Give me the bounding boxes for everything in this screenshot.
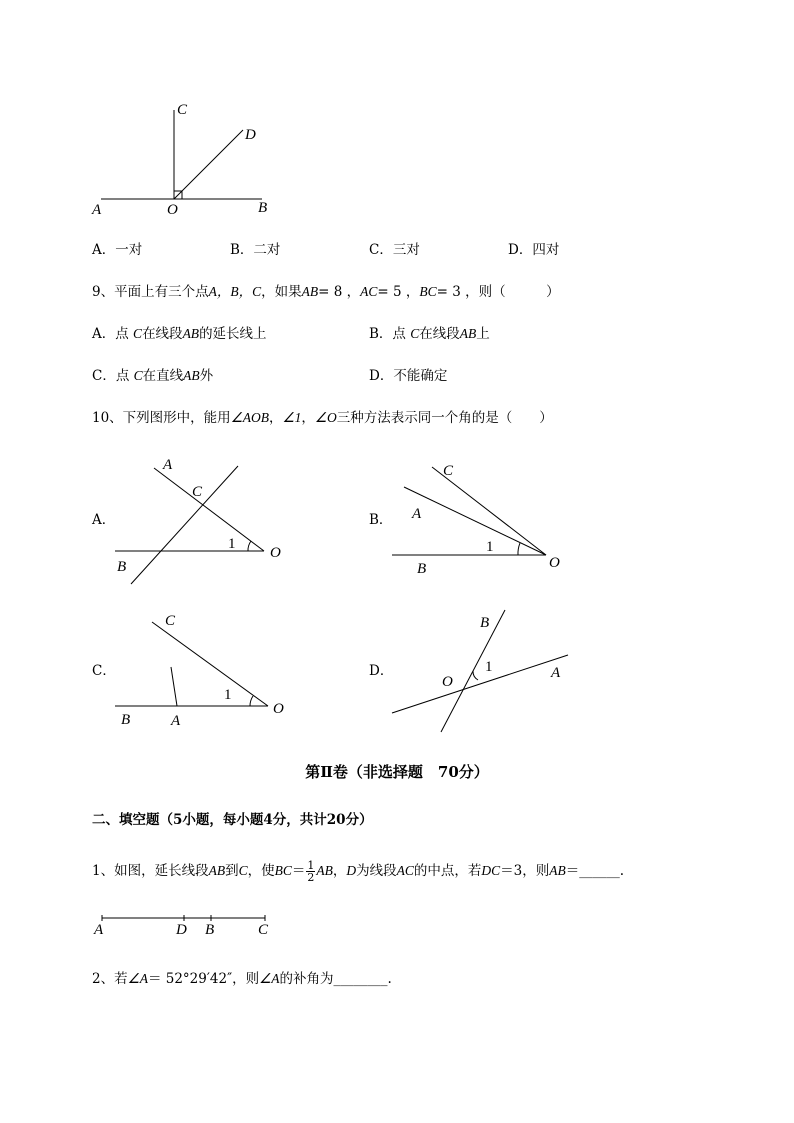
label-o: O: [167, 202, 178, 218]
q9-stem: 9、平面上有三个点A，B，C，如果AB= 8 ，AC= 5 ，BC= 3 ，则（ ）: [92, 284, 560, 300]
q10-stem: 10、下列图形中，能用∠AOB，∠1，∠O三种方法表示同一个角的是（ ）: [92, 410, 553, 426]
fig-a-label-1: 1: [228, 536, 236, 552]
fig-b-label-b: B: [417, 561, 427, 577]
fig-a-label-o: O: [270, 545, 281, 561]
point-label-d: D: [176, 922, 187, 938]
fig-c-label-1: 1: [224, 687, 232, 703]
q9-option-c: C．点 C在直线AB外: [92, 368, 214, 384]
fig-c-label-c: C: [165, 613, 176, 629]
q10-option-b-label: B．: [369, 512, 393, 528]
point-label-c: C: [258, 922, 269, 938]
section2-title: 二、填空题（5小题，每小题4分，共计20分）: [92, 812, 373, 828]
fig-d-label-b: B: [480, 615, 490, 631]
fig-c-label-a: A: [171, 713, 181, 729]
label-d: D: [245, 127, 256, 143]
fig-b-label-1: 1: [486, 539, 494, 555]
fig-c-label-o: O: [273, 701, 284, 717]
fig-b-label-a: A: [412, 506, 422, 522]
fig-d-label-a: A: [551, 665, 561, 681]
q10-option-d-label: D．: [369, 663, 394, 679]
fill2-stem: 2、若∠A＝ 52°29′42″，则∠A的补角为________.: [92, 971, 392, 987]
fig-a-label-c: C: [192, 484, 203, 500]
q8-option-d: D．四对: [508, 242, 560, 258]
fig-c-label-b: B: [121, 712, 131, 728]
point-label-a: A: [94, 922, 104, 938]
q10-option-c-label: C．: [92, 663, 116, 679]
fig-d-label-1: 1: [485, 659, 493, 675]
fig-b-label-c: C: [443, 463, 454, 479]
q9-option-d: D．不能确定: [369, 368, 448, 384]
q10-option-a-label: A．: [92, 512, 116, 528]
q9-option-a: A．点 C在线段AB的延长线上: [92, 326, 267, 342]
q8-option-a: A．一对: [92, 242, 143, 258]
q9-option-b: B．点 C在线段AB上: [369, 326, 490, 342]
label-b: B: [258, 200, 268, 216]
fill1-stem: 1、如图，延长线段AB到C，使BC＝ $\frac{1}{2}$ AB，D为线段AC的中点，若DC＝3，则AB＝______.: [92, 859, 625, 884]
part2-title: 第Ⅱ卷（非选择题 70分）: [305, 763, 489, 781]
fig-a-label-a: A: [163, 457, 173, 473]
q8-option-c: C．三对: [369, 242, 420, 258]
fig-b-label-o: O: [549, 555, 560, 571]
label-c: C: [177, 102, 188, 118]
fig-a-label-b: B: [117, 559, 127, 575]
fig-d-label-o: O: [442, 674, 453, 690]
label-a: A: [92, 202, 102, 218]
point-label-b: B: [205, 922, 215, 938]
q8-option-b: B．二对: [230, 242, 281, 258]
fraction-one-half: $\frac{1}{2}$: [307, 859, 315, 884]
